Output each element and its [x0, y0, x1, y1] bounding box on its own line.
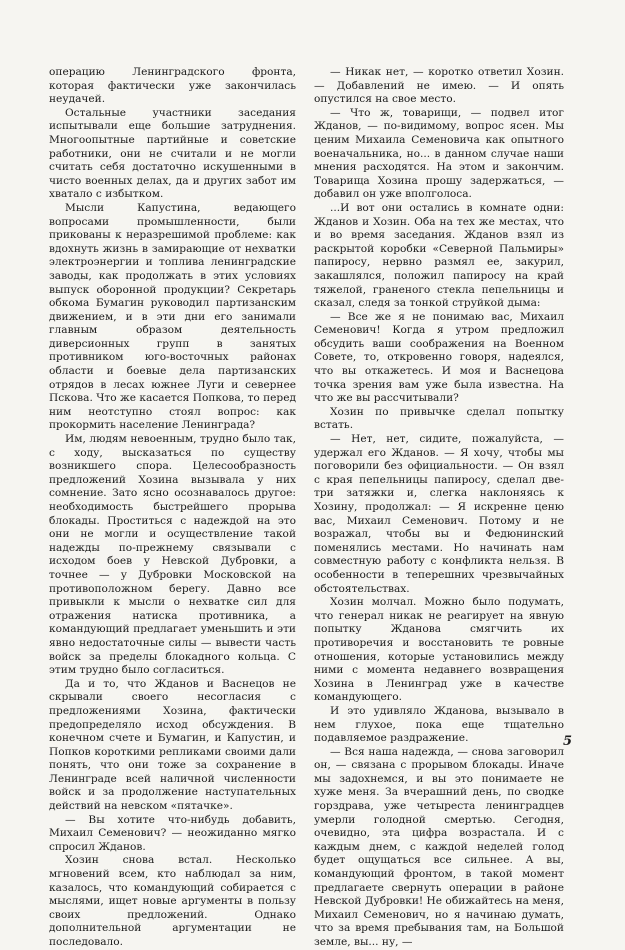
paragraph: Хозин снова встал. Несколько мгновений всем, кто наблюдал за ним, казалось, что командующий собирается с мыслями, ищет новые аргументы в пользу своих предложений. Однако дополнительной аргументации не последовало.	[49, 854, 296, 948]
paragraph: Хозин по привычке сделал попытку встать.	[314, 405, 564, 432]
paragraph: — Все же я не понимаю вас, Михаил Семенович! Когда я утром предложил обсудить ваши соображения на Военном Совете, то, откровенно говоря, надеялся, что вы откажетесь. И моя и Васнецова точка зрения вам уже была известна. На что же вы рассчитывали?	[314, 310, 564, 405]
paragraph: — Вся наша надежда, — снова заговорил он, — связана с прорывом блокады. Иначе мы задохнемся, и вы это понимаете не хуже меня. За вчерашний день, по сводке горздрава, уже четыреста ленинградцев умерли голодной смертью. Сегодня, очевидно, эта цифра возрастала. И с каждым днем, с каждой неделей голод будет ощущаться все сильнее. А вы, командующий фронтом, в такой момент предлагаете свернуть операции в районе Невской Дубровки! Не обижайтесь на меня, Михаил Семенович, но я начинаю думать, что за время пребывания там, на Большой земле, вы... ну, —	[314, 745, 564, 948]
left-column	[49, 66, 296, 950]
right-column	[314, 66, 564, 950]
paragraph: Мысли Капустина, ведающего вопросами промышленности, были прикованы к неразрешимой проблеме: как вдохнуть жизнь в замирающие от нехватки электроэнергии и топлива ленинградские заводы, как продолжать в этих условиях выпуск оборонной продукции? Секретарь обкома Бумагин руководил партизанским движением, и в эти дни его занимали главным образом деятельность диверсионных групп в занятых противником юго-восточных районах области и боевые дела партизанских отрядов в лесах южнее Луги и севернее Пскова. Что же касается Попкова, то перед ним неотступно стоял вопрос: как прокормить население Ленинграда?	[49, 201, 296, 432]
paragraph: И это удивляло Жданова, вызывало в нем глухое, пока еще тщательно подавляемое раздражение.	[314, 704, 564, 745]
paragraph: — Никак нет, — коротко ответил Хозин. — Добавлений не имею. — И опять опустился на свое место.	[314, 66, 564, 106]
page-number: 5	[563, 734, 573, 749]
paragraph: — Вы хотите что-нибудь добавить, Михаил Семенович? — неожиданно мягко спросил Жданов.	[49, 813, 296, 853]
paragraph: Остальные участники заседания испытывали еще большие затруднения. Многоопытные партийные и советские работники, они не считали и не могли считать себя достаточно искушенными в чисто военных делах, да и других забот им хватало с избытком.	[49, 106, 296, 201]
paragraph: Им, людям невоенным, трудно было так, с ходу, высказаться по существу возникшего спора. Целесообразность предложений Хозина вызывала у них сомнение. Зато ясно осознавалось другое: необходимость быстрейшего прорыва блокады. Проститься с надеждой на это они не могли и осуществление такой надежды по-прежнему связывали с исходом боев у Невской Дубровки, а точнее — у Дубровки Московской на противоположном берегу. Давно все привыкли к мысли о нехватке сил для отражения натиска противника, а командующий предлагает уменьшить и эти явно недостаточные силы — вывести часть войск за пределы блокадного кольца. С этим трудно было согласиться.	[49, 433, 296, 677]
paragraph: Да и то, что Жданов и Васнецов не скрывали своего несогласия с предложениями Хозина, фактически предопределяло исход обсуждения. В конечном счете и Бумагин, и Капустин, и Попков короткими репликами своими дали понять, что они тоже за сохранение в Ленинграде всей наличной численности войск и за продолжение наступательных действий на невском «пятачке».	[49, 677, 296, 813]
paragraph: ...И вот они остались в комнате одни: Жданов и Хозин. Оба на тех же местах, что и во время заседания. Жданов взял из раскрытой коробки «Северной Пальмиры» папиросу, нервно размял ее, закурил, закашлялся, положил папиросу на край тяжелой, граненого стекла пепельницы и сказал, следя за тонкой струйкой дыма:	[314, 201, 564, 310]
paragraph: — Что ж, товарищи, — подвел итог Жданов, — по-видимому, вопрос ясен. Мы ценим Михаила Семеновича как опытного военачальника, но... в данном случае наши мнения расходятся. На этом и закончим. Товарища Хозина прошу задержаться, — добавил он уже вполголоса.	[314, 106, 564, 201]
paragraph: операцию Ленинградского фронта, которая фактически уже закончилась неудачей.	[49, 66, 296, 106]
paragraph: Хозин молчал. Можно было подумать, что генерал никак не реагирует на явную попытку Жданова смягчить их противоречия и восстановить те ровные отношения, которые установились между ними с момента недавнего возвращения Хозина в Ленинград уже в качестве командующего.	[314, 596, 564, 704]
paragraph: — Нет, нет, сидите, пожалуйста, — удержал его Жданов. — Я хочу, чтобы мы поговорили без официальности. — Он взял с края пепельницы папиросу, сделал две-три затяжки и, слегка наклоняясь к Хозину, продолжал: — Я искренне ценю вас, Михаил Семенович. Потому и не возражал, чтобы вы и Федюнинский поменялись местами. Но начинать нам совместную работу с конфликта нельзя. В особенности в теперешних чрезвычайных обстоятельствах.	[314, 433, 564, 595]
